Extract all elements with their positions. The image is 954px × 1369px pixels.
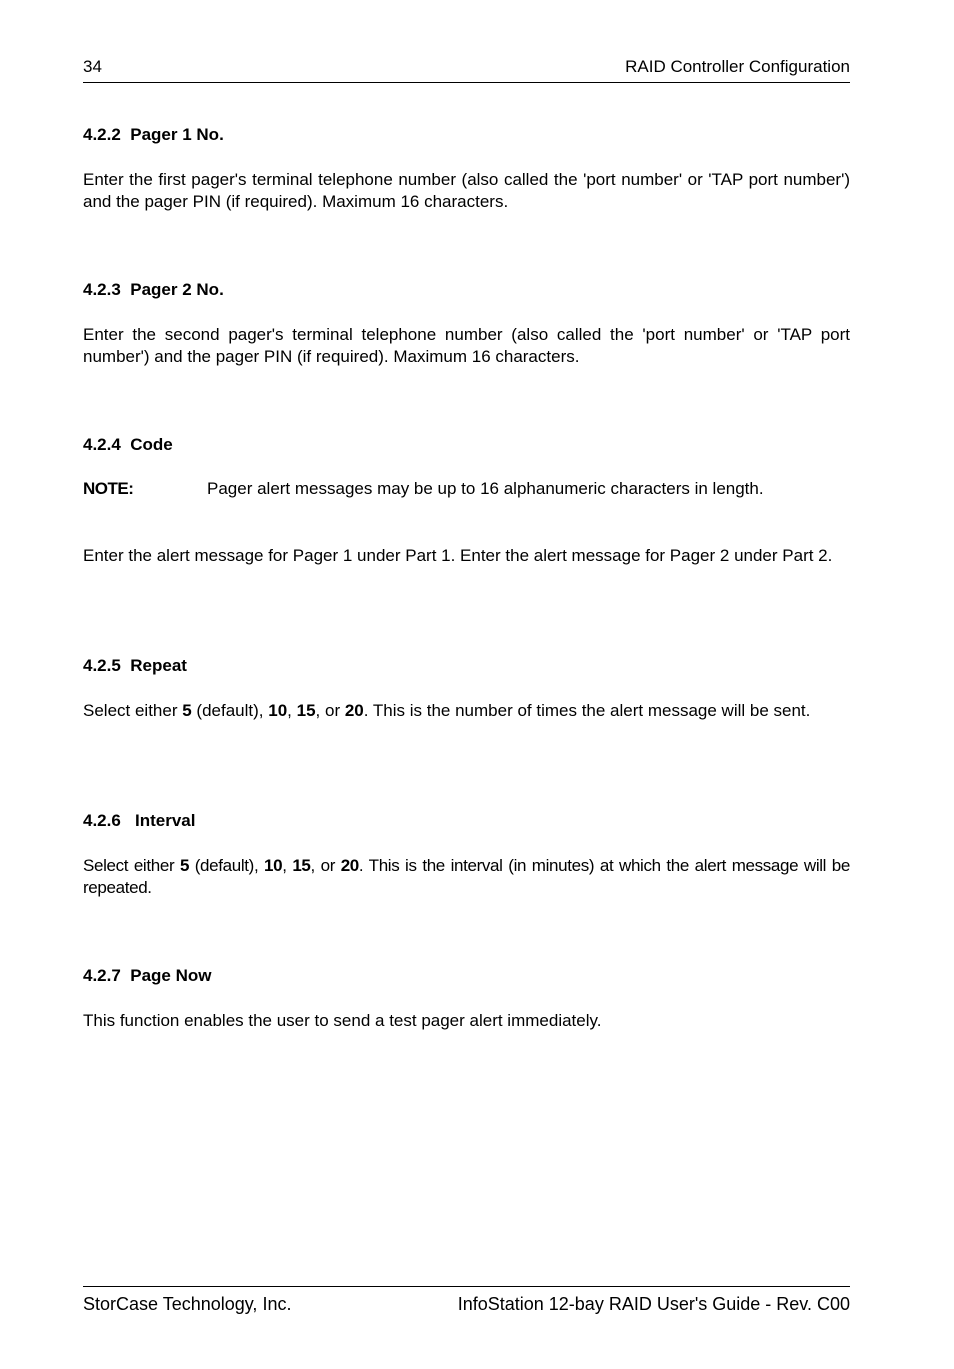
- option-value: 5: [179, 856, 190, 875]
- option-value: 20: [340, 856, 359, 875]
- section-code-body: [83, 545, 850, 567]
- section-pager-1: [83, 124, 850, 213]
- page-footer: [83, 1286, 850, 1314]
- option-value: 15: [292, 856, 311, 875]
- section-body: Select either 5 (default), 10, 15, or 20. This is the number of times the alert message will be sent.: [83, 701, 811, 720]
- section-heading: 4.2.7 Page Now: [83, 966, 212, 985]
- section-heading: 4.2.5 Repeat: [83, 656, 187, 675]
- footer-document-title: InfoStation 12-bay RAID User's Guide - Rev. C00: [457, 1294, 850, 1314]
- section-heading: 4.2.2 Pager 1 No.: [83, 125, 224, 144]
- running-title: RAID Controller Configuration: [625, 57, 850, 76]
- section-code: [83, 434, 850, 456]
- section-repeat: [83, 655, 850, 722]
- section-heading: 4.2.3 Pager 2 No.: [83, 280, 224, 299]
- page-number: 34: [83, 57, 102, 76]
- section-interval: [83, 810, 850, 899]
- section-body: Select either 5 (default), 10, 15, or 20. This is the interval (in minutes) at which the alert message will be repeated.: [83, 856, 851, 897]
- option-value: 15: [296, 701, 316, 720]
- section-page-now: [83, 965, 850, 1032]
- section-heading: 4.2.4 Code: [83, 435, 173, 454]
- option-value: 5: [182, 701, 192, 720]
- page-header: [83, 56, 850, 83]
- section-pager-2: [83, 279, 850, 368]
- option-value: 20: [344, 701, 364, 720]
- section-body: Enter the first pager's terminal telephone number (also called the 'port number' or 'TAP port number') and the pager PIN (if required). Maximum 16 characters.: [83, 170, 850, 211]
- option-value: 10: [268, 701, 288, 720]
- section-body: Enter the second pager's terminal telephone number (also called the 'port number' or 'TAP port number') and the pager PIN (if required). Maximum 16 characters.: [83, 325, 850, 366]
- option-value: 10: [264, 856, 283, 875]
- section-body: This function enables the user to send a test pager alert immediately.: [83, 1011, 602, 1030]
- section-heading: 4.2.6 Interval: [83, 811, 196, 830]
- footer-company: StorCase Technology, Inc.: [83, 1294, 292, 1314]
- note-label: NOTE:: [83, 479, 134, 498]
- note-text: Pager alert messages may be up to 16 alphanumeric characters in length.: [207, 479, 764, 498]
- section-body: Enter the alert message for Pager 1 under Part 1. Enter the alert message for Pager 2 under Part 2.: [83, 546, 833, 565]
